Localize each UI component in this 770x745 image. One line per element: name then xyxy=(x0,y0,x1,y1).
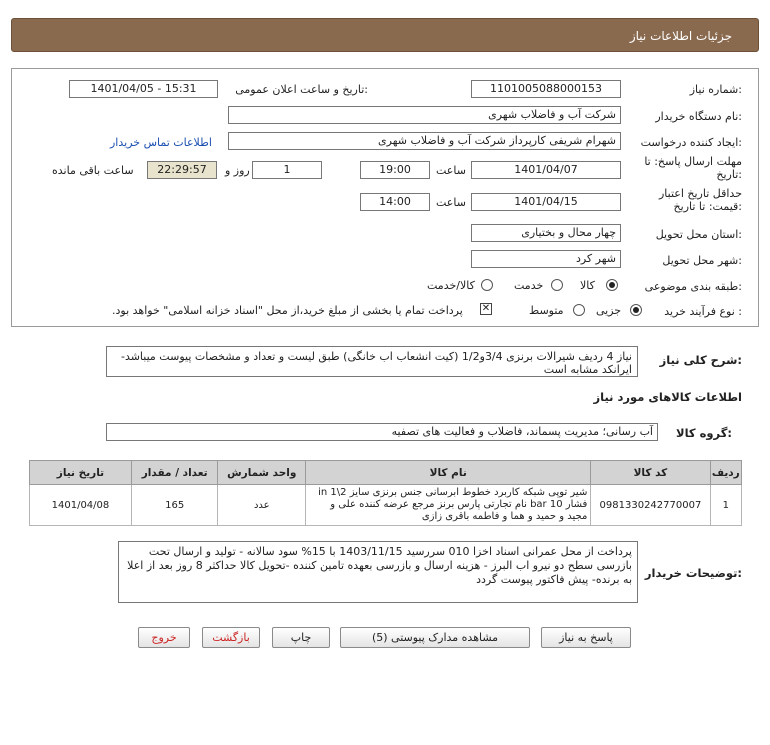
need-number-field: 1101005088000153 xyxy=(471,80,621,98)
cell-row: 1 xyxy=(710,485,741,526)
process-option-minor: جزیی xyxy=(596,304,622,317)
cell-date: 1401/04/08 xyxy=(30,485,132,526)
payment-checkbox[interactable]: ✕ xyxy=(481,303,491,314)
validity-date-field: 1401/04/15 xyxy=(471,193,621,211)
deadline-time-label: ساعت xyxy=(436,164,466,177)
process-radio-minor[interactable] xyxy=(630,304,642,316)
table-header-row xyxy=(30,461,742,485)
city-label: شهر محل تحویل: xyxy=(662,254,742,267)
page-title: جزئیات اطلاعات نیاز xyxy=(629,29,732,43)
province-field: چهار محال و بختیاری xyxy=(471,224,621,242)
col-header-unit: واحد شمارش xyxy=(218,461,306,485)
category-option-service: خدمت xyxy=(514,279,544,292)
contact-buyer-link[interactable]: اطلاعات تماس خریدار xyxy=(110,136,212,149)
category-option-goods: کالا xyxy=(580,279,595,292)
goods-table xyxy=(29,460,742,526)
creator-field: شهرام شریفی کارپرداز شرکت آب و فاضلاب شهری xyxy=(228,132,621,150)
cell-code: 0981330242770007 xyxy=(591,485,710,526)
category-radio-goods[interactable] xyxy=(606,279,618,291)
validity-time-field: 14:00 xyxy=(360,193,430,211)
category-label: طبقه بندی موضوعی: xyxy=(644,280,742,293)
creator-label: ایجاد کننده درخواست: xyxy=(640,136,742,149)
category-radio-service[interactable] xyxy=(551,279,563,291)
col-header-date: تاریخ نیاز xyxy=(30,461,132,485)
validity-time-label: ساعت xyxy=(436,196,466,209)
deadline-label: مهلت ارسال پاسخ: تا تاریخ: xyxy=(644,155,742,181)
buyer-field: شرکت آب و فاضلاب شهری xyxy=(228,106,621,124)
col-header-code: کد کالا xyxy=(591,461,710,485)
days-field: 1 xyxy=(252,161,322,179)
col-header-qty: تعداد / مقدار xyxy=(131,461,218,485)
exit-button[interactable]: خروج xyxy=(138,627,190,648)
view-documents-button[interactable]: مشاهده مدارک پیوستی (5) xyxy=(340,627,530,648)
remaining-label: ساعت باقی مانده xyxy=(52,164,134,177)
table-row xyxy=(30,485,742,526)
cell-unit: عدد xyxy=(218,485,306,526)
cell-name: شیر توپی شبکه کاربرد خطوط ابرسانی جنس برنزی سایز 2\1 in فشار bar 10 نام تجارتی پارس برنز مرجع عرضه کننده علی و مجید و حمید و هما و فاطمه باقری زازی xyxy=(306,485,591,526)
process-radio-medium[interactable] xyxy=(573,304,585,316)
buyer-notes-label: توضیحات خریدار: xyxy=(644,566,742,580)
reply-button[interactable]: پاسخ به نیاز xyxy=(541,627,631,648)
print-button[interactable]: چاپ xyxy=(272,627,330,648)
cell-qty: 165 xyxy=(131,485,218,526)
process-label: نوع فرآیند خرید : xyxy=(664,305,742,318)
province-label: استان محل تحویل: xyxy=(655,228,742,241)
deadline-date-field: 1401/04/07 xyxy=(471,161,621,179)
validity-label: حداقل تاریخ اعتبار قیمت: تا تاریخ: xyxy=(658,187,742,213)
buyer-label: نام دستگاه خریدار: xyxy=(655,110,742,123)
need-number-label: شماره نیاز: xyxy=(689,83,742,96)
remaining-time-field: 22:29:57 xyxy=(147,161,217,179)
description-text: نیاز 4 ردیف شیرالات برنزی 3/4و1/2 (کیت انشعاب اب خانگی) طبق لیست و تعداد و مشخصات پیوست میباشد- ایرانکد مشابه است xyxy=(106,346,638,377)
back-button[interactable]: بازگشت xyxy=(202,627,260,648)
payment-note: پرداخت تمام یا بخشی از مبلغ خرید،از محل "اسناد خزانه اسلامی" خواهد بود. xyxy=(112,304,463,317)
deadline-time-field: 19:00 xyxy=(360,161,430,179)
col-header-name: نام کالا xyxy=(306,461,591,485)
category-radio-goods-service[interactable] xyxy=(481,279,493,291)
buyer-notes-text: پرداخت از محل عمرانی اسناد اخزا 010 سررسید 1403/11/15 با 15% سود سالانه - تولید و ارسال تحت بازرسی سطح دو نیرو اب البرز - هزینه ارسال و بازرسی بعهده تامین کننده -تحویل کالا حداکثر 8 روز بعد از اعلا به برنده- پیش فاکتور پیوست گردد xyxy=(118,541,638,603)
category-option-goods-service: کالا/خدمت xyxy=(427,279,475,292)
description-label: شرح کلی نیاز: xyxy=(659,353,742,367)
days-label: روز و xyxy=(225,164,250,177)
page-header xyxy=(11,18,759,52)
goods-section-title: اطلاعات کالاهای مورد نیاز xyxy=(593,390,742,404)
city-field: شهر کرد xyxy=(471,250,621,268)
goods-group-field: آب رسانی؛ مدیریت پسماند، فاضلاب و فعالیت های تصفیه xyxy=(106,423,658,441)
process-option-medium: متوسط xyxy=(529,304,564,317)
announce-label: تاریخ و ساعت اعلان عمومی: xyxy=(235,83,368,96)
goods-group-label: گروه کالا: xyxy=(676,426,732,440)
announce-field: 1401/04/05 - 15:31 xyxy=(69,80,218,98)
col-header-row: ردیف xyxy=(710,461,741,485)
